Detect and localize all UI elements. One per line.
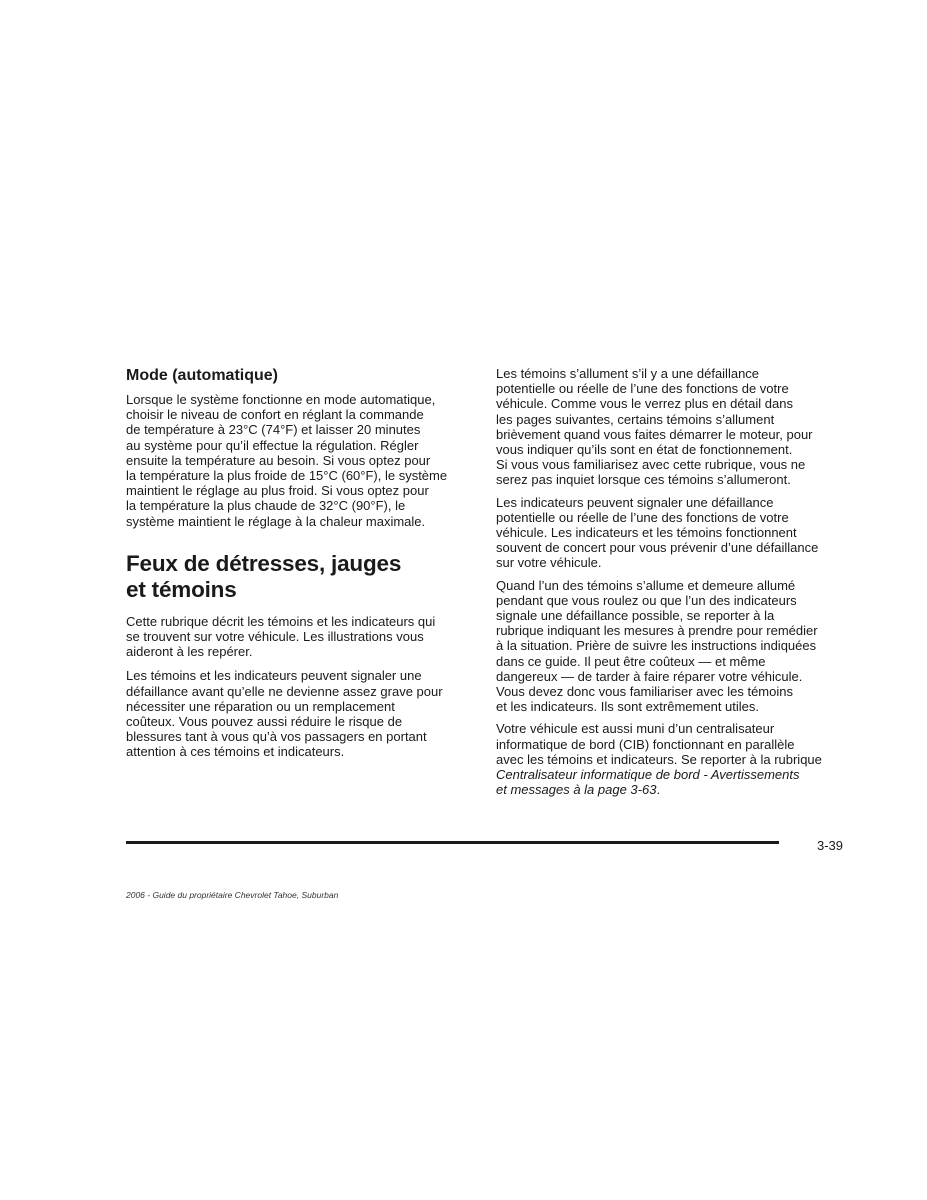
page-number: 3-39 — [816, 838, 843, 853]
dic-reference-link[interactable]: Centralisateur informatique de bord - Avertissements et messages à la page 3-63 — [496, 767, 800, 798]
section-heading: Feux de détresses, jauges et témoins — [126, 550, 402, 602]
warning-paragraph: Les témoins et les indicateurs peuvent signaler une défaillance avant qu’elle ne devienne assez grave pour nécessiter une réparation ou un remplacement coûteux. Vous pouvez aussi réduire le risque de blessures tant à vous qu’à vos passagers en portant attention à ces témoins et indicateurs. — [126, 668, 443, 760]
gauges-paragraph: Les indicateurs peuvent signaler une défaillance potentielle ou réelle de l’une des fonctions de votre véhicule. Les indicateurs et les témoins fonctionnent souvent de concert pour vous prévenir d’une défaillance sur votre véhicule. — [496, 494, 819, 571]
mode-heading: Mode (automatique) — [126, 367, 278, 384]
action-paragraph: Quand l’un des témoins s’allume et demeure allumé pendant que vous roulez ou que l’un des indicateurs signale une défaillance possible, se reporter à la rubrique indiquant les mesures à prendre pour remédier à la situation. Prière de suivre les instructions indiquées dans ce guide. Il peut être coûteux — et même dangereux — de tarder à faire réparer votre véhicule. Vous devez donc vous familiariser avec les témoins et les indicateurs. Ils sont extrêmement utiles. — [496, 577, 818, 715]
footer-rule — [126, 841, 779, 844]
dic-paragraph — [496, 721, 846, 797]
lights-paragraph: Les témoins s’allument s’il y a une défaillance potentielle ou réelle de l’une des fonctions de votre véhicule. Comme vous le verrez plus en détail dans les pages suivantes, certains témoins s’allument brièvement quand vous faites démarrer le moteur, pour vous indiquer qu’ils sont en état de fonctionnement. Si vous vous familiarisez avec cette rubrique, vous ne serez pas inquiet lorsque ces témoins s’allumeront. — [496, 366, 813, 488]
intro-paragraph: Cette rubrique décrit les témoins et les indicateurs qui se trouvent sur votre véhicule. Les illustrations vous aideront à les repérer. — [126, 613, 436, 660]
left-column — [126, 366, 476, 769]
dic-text: Votre véhicule est aussi muni d’un centralisateur informatique de bord (CIB) fonctionnant en parallèle avec les témoins et indicateurs. Se reporter à la rubrique — [496, 721, 822, 767]
mode-paragraph: Lorsque le système fonctionne en mode automatique, choisir le niveau de confort en réglant la commande de température à 23°C (74°F) et laisser 20 minutes au système pour qu’il effectue la régulation. Régler ensuite la température au besoin. Si vous optez pour la température la plus froide de 15°C (60°F), le système maintient le réglage au plus froid. Si vous optez pour la température la plus chaude de 32°C (90°F), le système maintient le réglage à la chaleur maximale. — [126, 392, 448, 529]
right-column — [496, 366, 846, 804]
footer-text: 2006 - Guide du propriétaire Chevrolet Tahoe, Suburban — [126, 890, 339, 900]
dic-period: . — [656, 782, 661, 798]
